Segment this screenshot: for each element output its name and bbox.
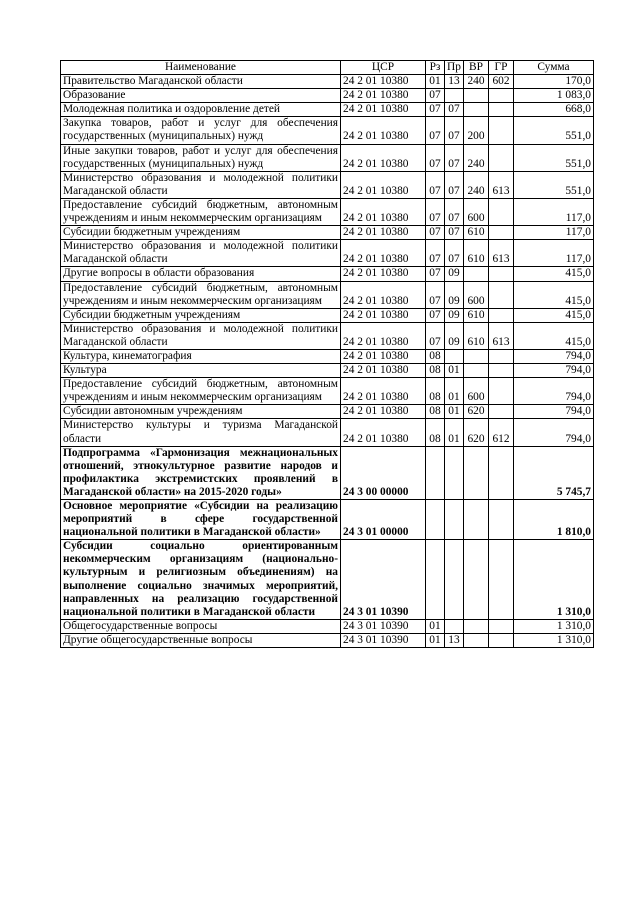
cell-sum: 5 745,7 xyxy=(514,446,594,499)
cell-gr xyxy=(489,198,514,225)
cell-name: Субсидии бюджетным учреждениям xyxy=(61,226,341,240)
cell-csr: 24 2 01 10380 xyxy=(341,349,426,363)
cell-name: Основное мероприятие «Субсидии на реализацию мероприятий в сфере государственной национальной политики в Магаданской области» xyxy=(61,500,341,540)
cell-name: Субсидии социально ориентированным некоммерческим организациям (национально-культурным и религиозным объединениям) на выполнение социально значимых мероприятий, направленных на реализацию государственной национальной политики в Магаданской области xyxy=(61,540,341,620)
table-row xyxy=(61,446,594,499)
cell-pr: 01 xyxy=(445,364,464,378)
table-row xyxy=(61,322,594,349)
cell-csr: 24 2 01 10380 xyxy=(341,281,426,308)
cell-sum: 415,0 xyxy=(514,281,594,308)
cell-csr: 24 3 00 00000 xyxy=(341,446,426,499)
table-row xyxy=(61,171,594,198)
cell-rz: 07 xyxy=(426,240,445,267)
cell-pr: 07 xyxy=(445,198,464,225)
cell-name: Субсидии бюджетным учреждениям xyxy=(61,308,341,322)
cell-pr: 13 xyxy=(445,75,464,89)
cell-gr: 613 xyxy=(489,322,514,349)
cell-rz: 07 xyxy=(426,308,445,322)
cell-csr: 24 2 01 10380 xyxy=(341,89,426,103)
cell-csr: 24 2 01 10380 xyxy=(341,308,426,322)
cell-name: Другие общегосударственные вопросы xyxy=(61,633,341,647)
cell-name: Предоставление субсидий бюджетным, автономным учреждениям и иным некоммерческим организациям xyxy=(61,198,341,225)
cell-rz: 07 xyxy=(426,226,445,240)
document-page xyxy=(60,60,593,648)
cell-csr: 24 3 01 00000 xyxy=(341,500,426,540)
cell-gr xyxy=(489,540,514,620)
cell-vr: 240 xyxy=(464,171,489,198)
cell-vr: 240 xyxy=(464,144,489,171)
cell-sum: 551,0 xyxy=(514,171,594,198)
cell-csr: 24 2 01 10380 xyxy=(341,226,426,240)
header-gr: ГР xyxy=(489,61,514,75)
cell-rz: 08 xyxy=(426,349,445,363)
cell-sum: 794,0 xyxy=(514,364,594,378)
cell-pr xyxy=(445,540,464,620)
cell-rz: 07 xyxy=(426,171,445,198)
table-row xyxy=(61,349,594,363)
cell-gr: 612 xyxy=(489,419,514,446)
cell-vr: 240 xyxy=(464,75,489,89)
cell-vr: 610 xyxy=(464,226,489,240)
cell-rz xyxy=(426,540,445,620)
table-row xyxy=(61,75,594,89)
cell-pr xyxy=(445,500,464,540)
cell-name: Министерство образования и молодежной политики Магаданской области xyxy=(61,240,341,267)
cell-gr xyxy=(489,349,514,363)
header-sum: Сумма xyxy=(514,61,594,75)
cell-name: Культура, кинематография xyxy=(61,349,341,363)
table-row xyxy=(61,226,594,240)
table-row xyxy=(61,240,594,267)
cell-csr: 24 2 01 10380 xyxy=(341,267,426,281)
table-row xyxy=(61,378,594,405)
cell-vr xyxy=(464,500,489,540)
cell-pr: 09 xyxy=(445,308,464,322)
cell-gr xyxy=(489,405,514,419)
cell-pr: 09 xyxy=(445,281,464,308)
header-pr: Пр xyxy=(445,61,464,75)
cell-sum: 170,0 xyxy=(514,75,594,89)
cell-gr xyxy=(489,633,514,647)
cell-gr xyxy=(489,364,514,378)
cell-name: Другие вопросы в области образования xyxy=(61,267,341,281)
cell-pr: 01 xyxy=(445,378,464,405)
cell-pr xyxy=(445,89,464,103)
cell-vr: 600 xyxy=(464,198,489,225)
cell-pr xyxy=(445,349,464,363)
table-row xyxy=(61,619,594,633)
table-row xyxy=(61,540,594,620)
cell-gr xyxy=(489,378,514,405)
cell-pr xyxy=(445,619,464,633)
cell-gr xyxy=(489,619,514,633)
cell-csr: 24 2 01 10380 xyxy=(341,322,426,349)
cell-name: Предоставление субсидий бюджетным, автономным учреждениям и иным некоммерческим организациям xyxy=(61,281,341,308)
cell-pr: 07 xyxy=(445,117,464,144)
cell-sum: 794,0 xyxy=(514,349,594,363)
cell-pr: 09 xyxy=(445,322,464,349)
header-name: Наименование xyxy=(61,61,341,75)
cell-name: Субсидии автономным учреждениям xyxy=(61,405,341,419)
cell-rz: 07 xyxy=(426,144,445,171)
table-row xyxy=(61,364,594,378)
cell-csr: 24 2 01 10380 xyxy=(341,240,426,267)
table-row xyxy=(61,267,594,281)
table-row xyxy=(61,198,594,225)
cell-rz: 07 xyxy=(426,103,445,117)
cell-rz: 07 xyxy=(426,281,445,308)
cell-sum: 415,0 xyxy=(514,308,594,322)
cell-sum: 794,0 xyxy=(514,419,594,446)
cell-vr: 620 xyxy=(464,419,489,446)
cell-pr: 13 xyxy=(445,633,464,647)
cell-rz: 07 xyxy=(426,198,445,225)
budget-table xyxy=(60,60,594,648)
cell-rz: 08 xyxy=(426,378,445,405)
cell-gr xyxy=(489,144,514,171)
cell-rz: 07 xyxy=(426,117,445,144)
cell-gr xyxy=(489,500,514,540)
cell-sum: 117,0 xyxy=(514,226,594,240)
cell-name: Министерство культуры и туризма Магаданской области xyxy=(61,419,341,446)
cell-sum: 415,0 xyxy=(514,267,594,281)
cell-vr xyxy=(464,89,489,103)
cell-rz: 08 xyxy=(426,405,445,419)
table-row xyxy=(61,103,594,117)
cell-csr: 24 2 01 10380 xyxy=(341,75,426,89)
cell-pr: 01 xyxy=(445,405,464,419)
cell-vr xyxy=(464,446,489,499)
cell-sum: 415,0 xyxy=(514,322,594,349)
cell-pr: 07 xyxy=(445,144,464,171)
table-row xyxy=(61,308,594,322)
cell-sum: 1 810,0 xyxy=(514,500,594,540)
cell-gr: 613 xyxy=(489,240,514,267)
table-row xyxy=(61,117,594,144)
cell-pr xyxy=(445,446,464,499)
cell-sum: 551,0 xyxy=(514,117,594,144)
header-vr: ВР xyxy=(464,61,489,75)
cell-vr xyxy=(464,364,489,378)
cell-name: Предоставление субсидий бюджетным, автономным учреждениям и иным некоммерческим организациям xyxy=(61,378,341,405)
cell-gr xyxy=(489,308,514,322)
cell-vr: 620 xyxy=(464,405,489,419)
table-body xyxy=(61,75,594,648)
cell-vr xyxy=(464,267,489,281)
cell-csr: 24 2 01 10380 xyxy=(341,198,426,225)
cell-name: Министерство образования и молодежной политики Магаданской области xyxy=(61,171,341,198)
cell-rz: 07 xyxy=(426,267,445,281)
cell-rz: 08 xyxy=(426,364,445,378)
cell-name: Подпрограмма «Гармонизация межнациональных отношений, этнокультурное развитие народов и профилактика экстремистских проявлений в Магаданской области» на 2015-2020 годы» xyxy=(61,446,341,499)
cell-rz: 01 xyxy=(426,75,445,89)
cell-pr: 07 xyxy=(445,171,464,198)
cell-vr: 610 xyxy=(464,322,489,349)
cell-rz: 01 xyxy=(426,633,445,647)
cell-csr: 24 2 01 10380 xyxy=(341,117,426,144)
cell-gr xyxy=(489,267,514,281)
table-row xyxy=(61,144,594,171)
cell-pr: 09 xyxy=(445,267,464,281)
cell-name: Молодежная политика и оздоровление детей xyxy=(61,103,341,117)
cell-sum: 794,0 xyxy=(514,378,594,405)
cell-sum: 117,0 xyxy=(514,240,594,267)
cell-sum: 551,0 xyxy=(514,144,594,171)
cell-vr: 200 xyxy=(464,117,489,144)
cell-gr: 602 xyxy=(489,75,514,89)
cell-pr: 07 xyxy=(445,240,464,267)
cell-pr: 07 xyxy=(445,103,464,117)
cell-rz xyxy=(426,500,445,540)
cell-gr xyxy=(489,89,514,103)
cell-vr xyxy=(464,103,489,117)
cell-rz: 08 xyxy=(426,419,445,446)
cell-gr: 613 xyxy=(489,171,514,198)
header-csr: ЦСР xyxy=(341,61,426,75)
table-row xyxy=(61,419,594,446)
header-rz: Рз xyxy=(426,61,445,75)
cell-gr xyxy=(489,103,514,117)
cell-gr xyxy=(489,117,514,144)
cell-sum: 1 310,0 xyxy=(514,633,594,647)
cell-csr: 24 2 01 10380 xyxy=(341,171,426,198)
cell-sum: 1 083,0 xyxy=(514,89,594,103)
cell-csr: 24 3 01 10390 xyxy=(341,540,426,620)
cell-csr: 24 2 01 10380 xyxy=(341,405,426,419)
cell-name: Культура xyxy=(61,364,341,378)
cell-gr xyxy=(489,226,514,240)
cell-sum: 1 310,0 xyxy=(514,619,594,633)
cell-csr: 24 2 01 10380 xyxy=(341,364,426,378)
cell-vr xyxy=(464,619,489,633)
cell-csr: 24 2 01 10380 xyxy=(341,419,426,446)
cell-rz: 07 xyxy=(426,322,445,349)
cell-csr: 24 3 01 10390 xyxy=(341,633,426,647)
cell-name: Образование xyxy=(61,89,341,103)
cell-vr xyxy=(464,540,489,620)
table-row xyxy=(61,405,594,419)
table-row xyxy=(61,500,594,540)
cell-csr: 24 3 01 10390 xyxy=(341,619,426,633)
cell-vr: 610 xyxy=(464,308,489,322)
table-row xyxy=(61,281,594,308)
cell-sum: 668,0 xyxy=(514,103,594,117)
cell-sum: 794,0 xyxy=(514,405,594,419)
cell-pr: 01 xyxy=(445,419,464,446)
cell-csr: 24 2 01 10380 xyxy=(341,103,426,117)
cell-pr: 07 xyxy=(445,226,464,240)
table-row xyxy=(61,89,594,103)
cell-vr: 600 xyxy=(464,281,489,308)
cell-csr: 24 2 01 10380 xyxy=(341,378,426,405)
cell-name: Закупка товаров, работ и услуг для обеспечения государственных (муниципальных) нужд xyxy=(61,117,341,144)
cell-name: Иные закупки товаров, работ и услуг для обеспечения государственных (муниципальных) нужд xyxy=(61,144,341,171)
table-row xyxy=(61,633,594,647)
cell-vr xyxy=(464,633,489,647)
table-header-row xyxy=(61,61,594,75)
cell-rz xyxy=(426,446,445,499)
cell-vr xyxy=(464,349,489,363)
cell-rz: 07 xyxy=(426,89,445,103)
cell-name: Общегосударственные вопросы xyxy=(61,619,341,633)
cell-name: Правительство Магаданской области xyxy=(61,75,341,89)
cell-gr xyxy=(489,281,514,308)
cell-csr: 24 2 01 10380 xyxy=(341,144,426,171)
cell-sum: 1 310,0 xyxy=(514,540,594,620)
cell-vr: 610 xyxy=(464,240,489,267)
cell-sum: 117,0 xyxy=(514,198,594,225)
cell-vr: 600 xyxy=(464,378,489,405)
cell-gr xyxy=(489,446,514,499)
cell-rz: 01 xyxy=(426,619,445,633)
cell-name: Министерство образования и молодежной политики Магаданской области xyxy=(61,322,341,349)
